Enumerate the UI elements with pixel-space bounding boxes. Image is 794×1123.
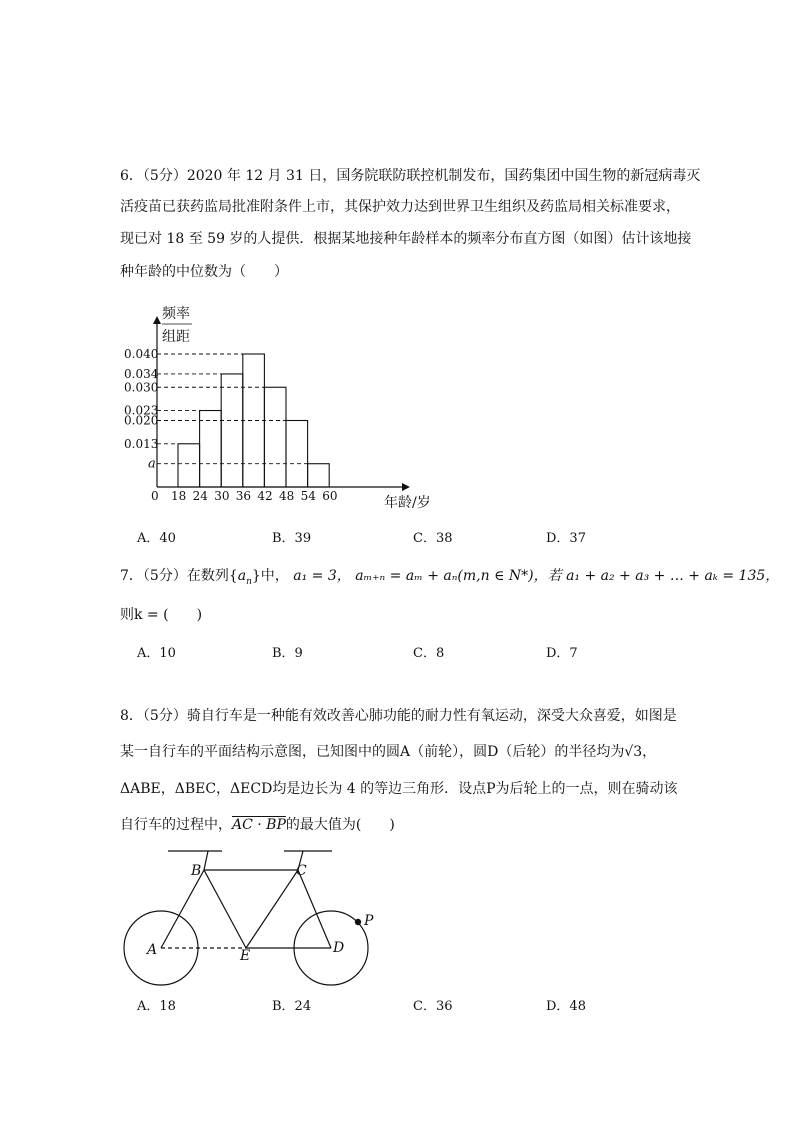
q6-line-1: 6．（5分）2020 年 12 月 31 日，国务院联防联控机制发布，国药集团中国生物的新冠病毒灭 — [120, 168, 701, 184]
q7-option-d[interactable]: D．7 — [546, 646, 578, 661]
q7-prefix: 7．（5分）在数列{ — [120, 568, 238, 584]
q8-vector-expr: AC · BP — [232, 817, 286, 833]
q6-option-c[interactable]: C．38 — [413, 531, 453, 546]
y-axis-arrow — [153, 316, 161, 324]
q8-line-2 — [120, 742, 656, 762]
x-axis-label: 年龄/岁 — [384, 495, 431, 511]
bar-36-42 — [243, 354, 265, 487]
q6-line-3: 现已对 18 至 59 岁的人提供．根据某地接种年龄样本的频率分布直方图（如图）估计该地接 — [120, 231, 692, 247]
bar-18-24 — [178, 444, 200, 487]
bar-54-60 — [308, 464, 330, 487]
point-P — [355, 919, 361, 925]
q7-line-1 — [120, 566, 779, 592]
q6-line-4: 种年龄的中位数为（ ） — [120, 264, 288, 280]
label-B: B — [191, 863, 202, 879]
q6-line-2: 活疫苗已获药监局批准附条件上市，其保护效力达到世界卫生组织及药监局相关标准要求， — [120, 199, 680, 215]
q7-eq2: aₘ₊ₙ = aₘ + aₙ(m,n ∈ N*)，若 — [355, 568, 562, 584]
q8-line-4-text: 自行车的过程中， — [120, 817, 232, 833]
q7-option-b[interactable]: B．9 — [272, 646, 303, 661]
q7-eq3: a₁ + a₂ + a₃ + … + aₖ = 135， — [566, 568, 780, 584]
x-tick-48: 48 — [279, 489, 295, 503]
q8-line-4 — [120, 815, 395, 835]
bar-42-48 — [264, 387, 286, 487]
seg-EC — [246, 870, 298, 948]
q8-line-3: ΔABE，ΔBEC，ΔECD均是边长为 4 的等边三角形．设点P为后轮上的一点，则在骑动该 — [120, 781, 678, 797]
seg-BE — [204, 870, 246, 948]
q7-n: n — [246, 576, 252, 587]
x-tick-24: 24 — [192, 489, 208, 503]
x-axis-arrow — [402, 483, 410, 491]
label-C: C — [296, 863, 307, 879]
seg-CD — [298, 870, 331, 948]
front-wheel — [124, 911, 198, 985]
x-tick-30: 30 — [214, 489, 230, 503]
q7-mid1: }中， — [251, 568, 289, 584]
y-tick-0.023: 0.023 — [124, 403, 159, 418]
q8-line-2-text: 某一自行车的平面结构示意图，已知图中的圆A（前轮），圆D（后轮）的半径均为 — [120, 744, 625, 760]
y-tick-0.020: 0.020 — [124, 413, 159, 428]
y-label-top: 频率 — [162, 306, 190, 322]
q6-option-a[interactable]: A．40 — [137, 531, 176, 546]
rear-wheel — [294, 911, 368, 985]
q6-option-b[interactable]: B．39 — [272, 531, 312, 546]
q7-option-c[interactable]: C．8 — [413, 646, 445, 661]
bar-48-54 — [286, 421, 308, 488]
q7-option-a[interactable]: A．10 — [137, 646, 176, 661]
x-tick-18: 18 — [171, 489, 187, 503]
y-tick-0.034: 0.034 — [124, 366, 159, 381]
label-A: A — [147, 942, 158, 958]
x-tick-42: 42 — [257, 489, 273, 503]
seg-AB — [161, 870, 204, 948]
y-label-bottom: 组距 — [162, 329, 190, 345]
q8-option-d[interactable]: D．48 — [546, 999, 586, 1014]
label-E: E — [240, 948, 251, 964]
q8-line-4-tail: 的最大值为( ) — [285, 817, 395, 833]
y-tick-0.013: 0.013 — [124, 436, 159, 451]
q8-line-1: 8．（5分）骑自行车是一种能有效改善心肺功能的耐力性有氧运动，深受大众喜爱，如图是 — [120, 708, 677, 724]
bar-30-36 — [221, 374, 243, 487]
x-tick-36: 36 — [235, 489, 252, 503]
x-tick-54: 54 — [300, 489, 316, 503]
q8-option-c[interactable]: C．36 — [413, 999, 453, 1014]
y-tick-a: a — [148, 456, 156, 472]
x-origin-label: 0 — [151, 489, 159, 503]
q6-option-d[interactable]: D．37 — [546, 531, 586, 546]
q8-option-b[interactable]: B．24 — [272, 999, 312, 1014]
q7-line-2: 则k = ( ) — [120, 607, 203, 623]
label-D: D — [333, 940, 345, 956]
label-P: P — [364, 913, 374, 929]
y-tick-0.040: 0.040 — [124, 347, 159, 361]
y-tick-0.030: 0.030 — [124, 380, 159, 395]
q8-option-a[interactable]: A．18 — [137, 999, 176, 1014]
seg-b-top — [204, 851, 208, 870]
bar-24-30 — [200, 411, 222, 487]
q7-a: a — [237, 568, 247, 584]
x-tick-60: 60 — [322, 489, 338, 503]
q8-sqrt3: √3， — [624, 744, 657, 760]
seg-c-top — [298, 851, 303, 870]
q7-eq1: a₁ = 3， — [293, 568, 351, 584]
